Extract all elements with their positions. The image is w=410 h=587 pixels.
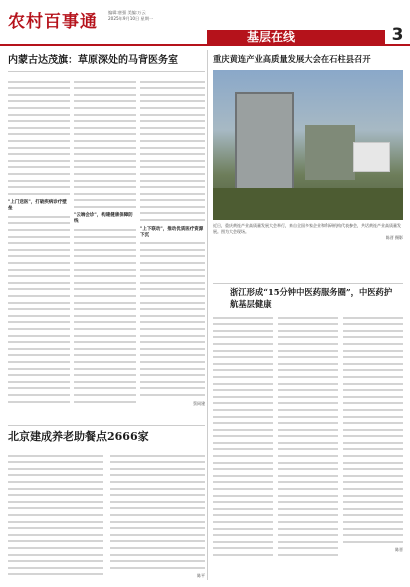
billboard <box>353 142 390 172</box>
photo-caption: 近日，重庆黄连产业高质量发展大会举行，来自全国多家企业和科研机构代表参会，共话黄连产业高质量发展。图为大会现场。 <box>213 223 401 234</box>
article-text-col1 <box>213 312 273 561</box>
edition-meta <box>108 10 153 22</box>
byline: 蔡同建 <box>193 400 205 406</box>
grass <box>213 188 403 220</box>
date-line: 2025年9月10日 星期一 <box>108 16 154 21</box>
subhead: "上下联动"，推动优质医疗资源下沉 <box>140 226 204 238</box>
building-shape <box>305 125 355 180</box>
article-text-col2 <box>74 76 136 407</box>
article-title: 北京建成养老助餐点2666家 <box>8 430 149 443</box>
photo-caption-block <box>213 223 403 241</box>
section-bar <box>207 30 410 44</box>
title-rule <box>8 71 205 72</box>
article-text-col1 <box>8 76 70 407</box>
editor-line: 编辑:唐强 美编:万云 <box>108 10 146 15</box>
byline: 陈晋 <box>395 547 403 553</box>
building-shape <box>235 92 294 191</box>
article-text-col3 <box>343 312 403 553</box>
masthead <box>0 0 410 46</box>
article-inner-mongolia <box>8 54 205 67</box>
article-text-col3 <box>140 76 205 407</box>
article-zhejiang <box>230 287 398 310</box>
article-chongqing <box>213 54 403 65</box>
byline: 陈晋 摄影 <box>385 235 403 240</box>
section-title: 基层在线 <box>247 30 296 44</box>
article-title: 重庆黄连产业高质量发展大会在石柱县召开 <box>213 54 371 64</box>
page-number: 3 <box>385 26 410 44</box>
section-rule <box>8 425 205 426</box>
section-rule <box>213 283 403 284</box>
brand-logo: 农村百事通 <box>8 12 98 32</box>
article-text-col1 <box>8 450 103 580</box>
article-text-col2 <box>110 450 205 579</box>
subhead: "上门送医"，打破疾病诊疗壁垒 <box>8 200 67 212</box>
article-title: 浙江形成“15分钟中医药服务圈”，中医药护航基层健康 <box>230 287 393 309</box>
column-divider <box>207 50 208 580</box>
article-text-col2 <box>278 312 338 561</box>
article-beijing <box>8 430 205 444</box>
subhead: "云端会诊"，构建健康保障防线 <box>74 213 133 225</box>
article-title: 内蒙古达茂旗：草原深处的马背医务室 <box>8 55 178 66</box>
byline: 陈平 <box>197 573 205 579</box>
conference-photo <box>213 70 403 220</box>
